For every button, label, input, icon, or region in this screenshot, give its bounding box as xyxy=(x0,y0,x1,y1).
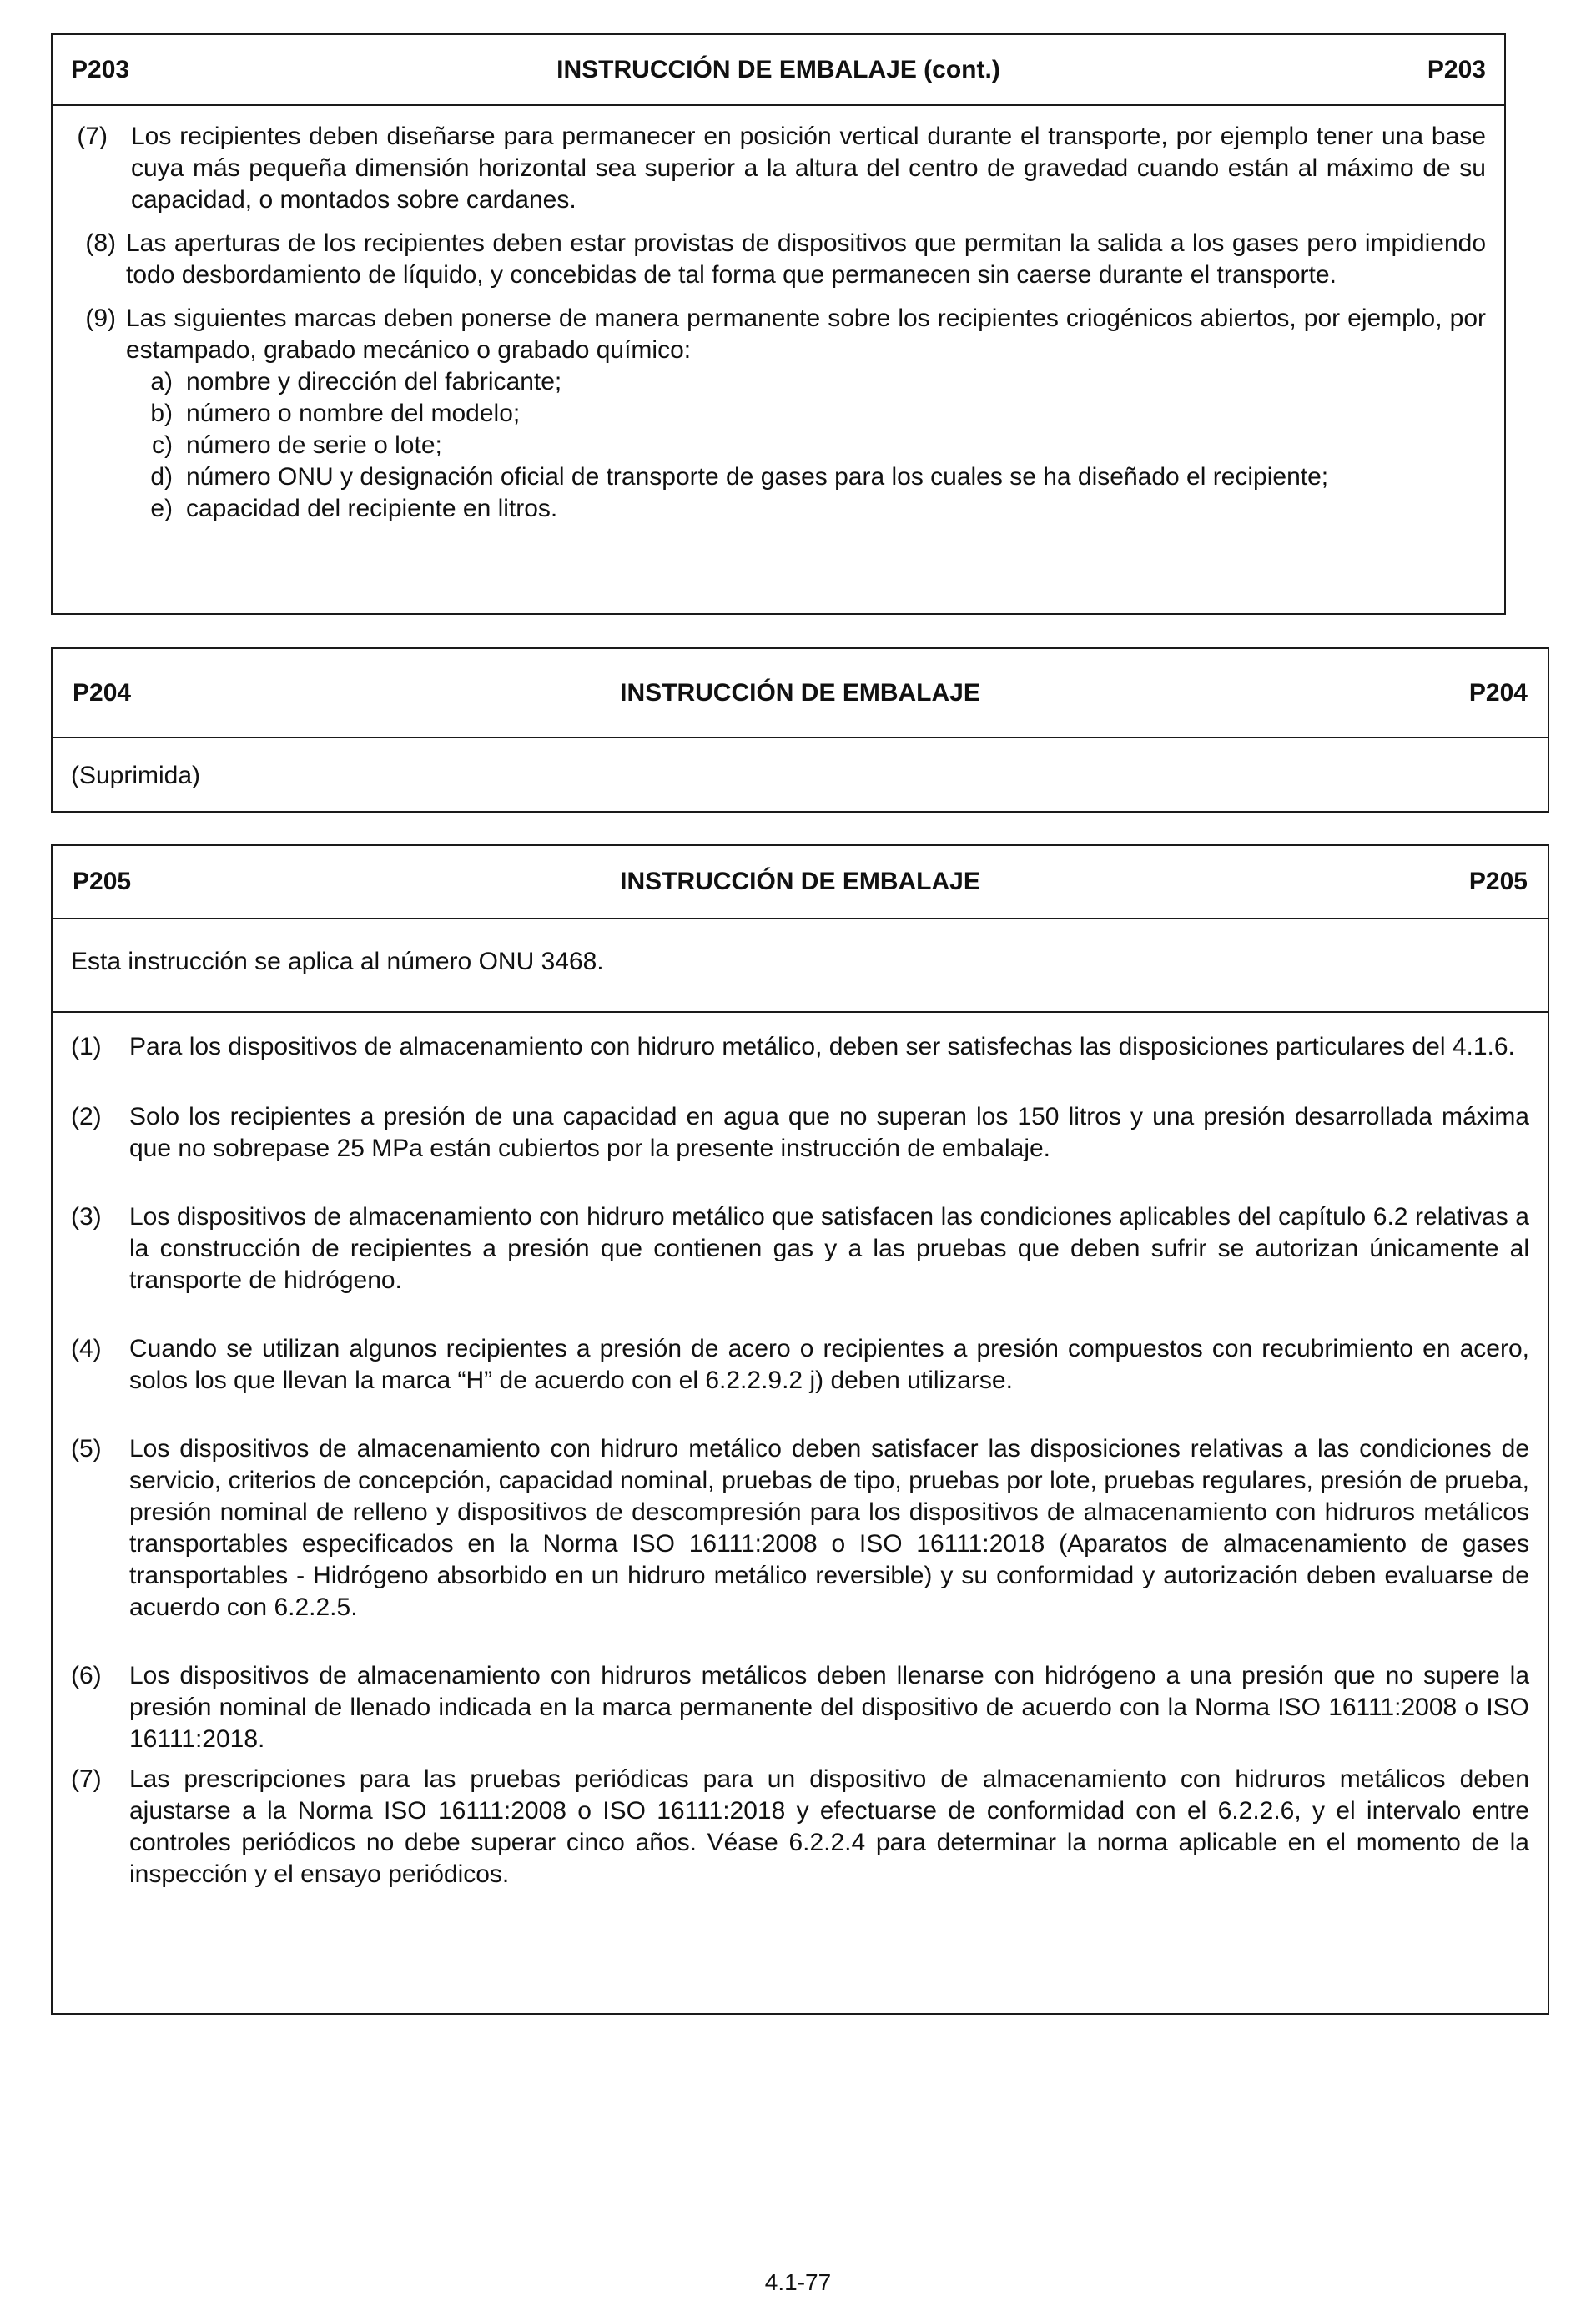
item-text: Solo los recipientes a presión de una capacidad en agua que no superan los 150 litros y una presión desarrollada máxima que no sobrepase 25 MPa están cubiertos por la presente instrucción de embalaje. xyxy=(129,1103,1529,1162)
item-number: (1) xyxy=(71,1033,102,1060)
item-number: (9) xyxy=(85,305,116,332)
p205-item-1 xyxy=(71,1031,1529,1063)
p204-suppressed-text: (Suprimida) xyxy=(71,762,201,789)
item-text: Los dispositivos de almacenamiento con hidruro metálico deben satisfacer las disposiciones relativas a las condiciones de servicio, criterios de concepción, capacidad nominal, pruebas de tipo, pruebas por lote, pruebas regulares, presión de prueba, presión nominal de relleno y dispositivos de descompresión para los dispositivos de almacenamiento con hidruros metálicos transportables especificados en la Norma ISO 16111:2008 o ISO 16111:2018 (Aparatos de almacenamiento de gases transportables - Hidrógeno absorbido en un hidruro metálico reversible) y su conformidad y autorización deben evaluarse de acuerdo con 6.2.2.5. xyxy=(129,1435,1529,1621)
p203-item-9 xyxy=(76,303,1486,366)
sublist-item xyxy=(126,398,1486,430)
p204-box xyxy=(51,647,1549,813)
p205-box xyxy=(51,844,1549,2015)
p205-item-4 xyxy=(71,1333,1529,1397)
item-text: Las siguientes marcas deben ponerse de manera permanente sobre los recipientes criogénicos abiertos, por ejemplo, por estampado, grabado mecánico o grabado químico: xyxy=(126,305,1486,364)
p205-item-5 xyxy=(71,1433,1529,1624)
sublist-text: número o nombre del modelo; xyxy=(186,400,521,427)
sublist-text: número ONU y designación oficial de transporte de gases para los cuales se ha diseñado el recipiente; xyxy=(186,463,1329,491)
sublist-item xyxy=(126,430,1486,461)
p205-code-left: P205 xyxy=(73,868,132,895)
p203-header xyxy=(53,35,1504,106)
item-text: Las prescripciones para las pruebas periódicas para un dispositivo de almacenamiento con hidruros metálicos deben ajustarse a la Norma ISO 16111:2008 o ISO 16111:2018 y efectuarse de conformidad con el 6.2.2.6, y el intervalo entre controles periódicos no debe superar cinco años. Véase 6.2.2.4 para determinar la norma aplicable en el momento de la inspección y el ensayo periódicos. xyxy=(129,1765,1529,1888)
item-text: Las aperturas de los recipientes deben estar provistas de dispositivos que permitan la salida a los gases pero impidiendo todo desbordamiento de líquido, y concebidas de tal forma que permanecen sin caerse durante el transporte. xyxy=(126,229,1486,289)
item-text: Para los dispositivos de almacenamiento con hidruro metálico, deben ser satisfechas las disposiciones particulares del 4.1.6. xyxy=(129,1033,1515,1060)
p204-header xyxy=(53,649,1548,738)
sublist-text: nombre y dirección del fabricante; xyxy=(186,368,562,395)
p203-item-7 xyxy=(76,121,1486,216)
item-number: (2) xyxy=(71,1103,102,1130)
sublist-item xyxy=(126,493,1486,525)
item-number: (4) xyxy=(71,1335,102,1362)
p205-item-6 xyxy=(71,1660,1529,1755)
p204-title: INSTRUCCIÓN DE EMBALAJE xyxy=(620,678,980,707)
p205-item-3 xyxy=(71,1201,1529,1296)
p205-header xyxy=(53,846,1548,919)
p203-code-left: P203 xyxy=(71,55,130,83)
sublist-text: número de serie o lote; xyxy=(186,431,442,459)
p205-item-7 xyxy=(71,1764,1529,1891)
item-number: (6) xyxy=(71,1662,102,1689)
p203-box xyxy=(51,33,1506,615)
sublist-letter: e) xyxy=(150,495,173,522)
p203-item-8 xyxy=(76,228,1486,291)
item-number: (5) xyxy=(71,1435,102,1463)
p205-item-2 xyxy=(71,1101,1529,1165)
item-number: (7) xyxy=(77,123,108,150)
item-number: (3) xyxy=(71,1203,102,1231)
sublist-letter: b) xyxy=(150,400,173,427)
p205-code-right: P205 xyxy=(1468,868,1528,895)
sublist-letter: c) xyxy=(152,431,173,459)
sublist-item xyxy=(126,366,1486,398)
sublist-text: capacidad del recipiente en litros. xyxy=(186,495,558,522)
item-text: Cuando se utilizan algunos recipientes a presión de acero o recipientes a presión compuestos con recubrimiento en acero, solos los que llevan la marca “H” de acuerdo con el 6.2.2.9.2 j) deben utilizarse. xyxy=(129,1335,1529,1394)
p203-title: INSTRUCCIÓN DE EMBALAJE (cont.) xyxy=(556,55,1000,83)
sublist-letter: a) xyxy=(150,368,173,395)
sublist-item xyxy=(126,461,1486,493)
page-number: 4.1-77 xyxy=(764,2269,832,2295)
p204-code-left: P204 xyxy=(73,678,132,707)
p204-code-right: P204 xyxy=(1468,678,1528,707)
item-text: Los dispositivos de almacenamiento con hidruros metálicos deben llenarse con hidrógeno a una presión que no supere la presión nominal de llenado indicada en la marca permanente del dispositivo de acuerdo con la Norma ISO 16111:2008 o ISO 16111:2018. xyxy=(129,1662,1529,1753)
p203-code-right: P203 xyxy=(1427,55,1486,83)
p204-body xyxy=(53,738,1548,792)
item-text: Los recipientes deben diseñarse para permanecer en posición vertical durante el transporte, por ejemplo tener una base cuya más pequeña dimensión horizontal sea superior a la altura del centro de gravedad cuando están al máximo de su capacidad, o montados sobre cardanes. xyxy=(131,123,1486,214)
p203-sublist xyxy=(76,366,1486,525)
item-number: (7) xyxy=(71,1765,102,1793)
p205-intro xyxy=(53,919,1548,1013)
p205-body xyxy=(53,1013,1548,1891)
item-text: Los dispositivos de almacenamiento con hidruro metálico que satisfacen las condiciones aplicables del capítulo 6.2 relativas a la construcción de recipientes a presión que contienen gas y a las pruebas que deben sufrir se autorizan únicamente al transporte de hidrógeno. xyxy=(129,1203,1529,1294)
p205-title: INSTRUCCIÓN DE EMBALAJE xyxy=(620,868,980,895)
item-number: (8) xyxy=(85,229,116,257)
sublist-letter: d) xyxy=(150,463,173,491)
p205-intro-text: Esta instrucción se aplica al número ONU 3468. xyxy=(71,948,604,975)
p203-body xyxy=(53,106,1504,525)
